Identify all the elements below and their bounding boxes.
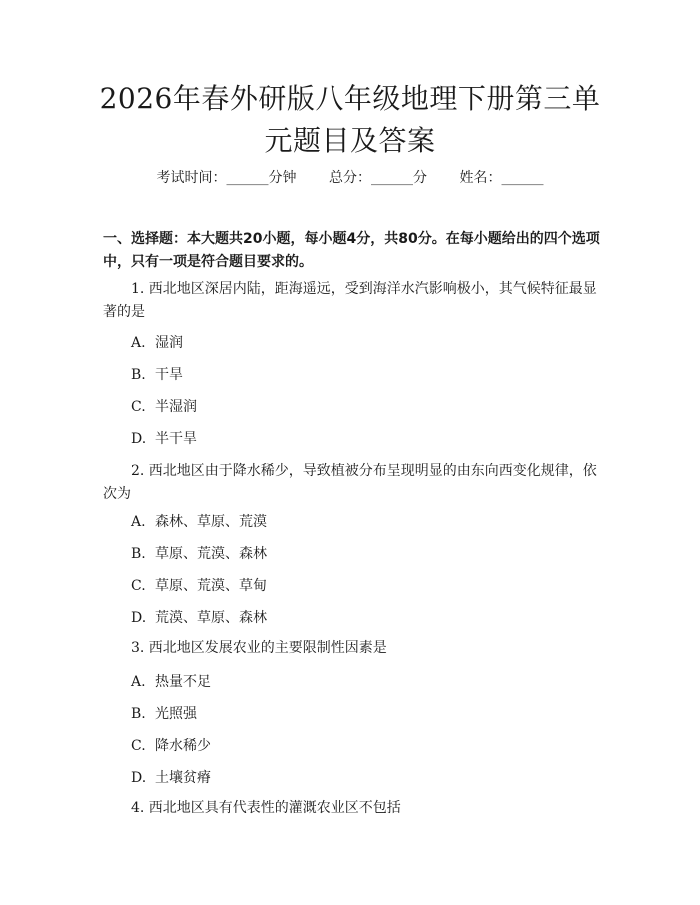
exam-time-field: 考试时间：______分钟 <box>156 170 297 186</box>
answer-option <box>131 768 211 788</box>
option-text: 半干旱 <box>155 431 197 447</box>
option-letter: D. <box>131 431 147 447</box>
answer-option <box>131 429 197 449</box>
answer-option <box>131 397 197 417</box>
option-text: 荒漠、草原、森林 <box>155 610 267 626</box>
option-text: 干旱 <box>155 367 183 383</box>
option-letter: D. <box>131 770 147 786</box>
option-letter: A. <box>131 674 146 690</box>
question-stem: 3. 西北地区发展农业的主要限制性因素是 <box>131 640 387 656</box>
option-text: 湿润 <box>155 335 183 351</box>
answer-option <box>131 608 267 628</box>
option-letter: A. <box>131 335 146 351</box>
section-heading: 一、选择题：本大题共20小题，每小题4分，共80分。在每小题给出的四个选项中，只有一项是符合题目要求的。 <box>103 231 600 270</box>
option-text: 草原、荒漠、草甸 <box>155 578 267 594</box>
answer-option <box>131 365 183 385</box>
answer-option <box>131 672 211 692</box>
option-text: 热量不足 <box>155 674 211 690</box>
option-text: 半湿润 <box>155 399 197 415</box>
answer-option <box>131 704 197 724</box>
document-title: 2026年春外研版八年级地理下册第三单元题目及答案 <box>99 82 601 157</box>
student-name-field: 姓名：______ <box>459 170 544 186</box>
option-letter: D. <box>131 610 147 626</box>
answer-option <box>131 544 267 564</box>
question-stem: 2. 西北地区由于降水稀少，导致植被分布呈现明显的由东向西变化规律，依次为 <box>103 463 597 502</box>
option-text: 草原、荒漠、森林 <box>155 546 267 562</box>
option-text: 降水稀少 <box>155 738 211 754</box>
option-letter: C. <box>131 738 146 754</box>
answer-option <box>131 512 267 532</box>
option-letter: C. <box>131 399 146 415</box>
answer-option <box>131 736 211 756</box>
option-letter: B. <box>131 367 146 383</box>
option-letter: A. <box>131 514 146 530</box>
option-text: 光照强 <box>155 706 197 722</box>
option-text: 土壤贫瘠 <box>155 770 211 786</box>
exam-info-line <box>0 168 700 188</box>
option-letter: B. <box>131 706 146 722</box>
option-letter: B. <box>131 546 146 562</box>
question-stem: 4. 西北地区具有代表性的灌溉农业区不包括 <box>131 800 401 816</box>
answer-option <box>131 333 183 353</box>
total-score-field: 总分：______分 <box>329 170 427 186</box>
option-letter: C. <box>131 578 146 594</box>
question-stem: 1. 西北地区深居内陆，距海遥远，受到海洋水汽影响极小，其气候特征最显著的是 <box>103 281 597 320</box>
answer-option <box>131 576 267 596</box>
option-text: 森林、草原、荒漠 <box>155 514 267 530</box>
